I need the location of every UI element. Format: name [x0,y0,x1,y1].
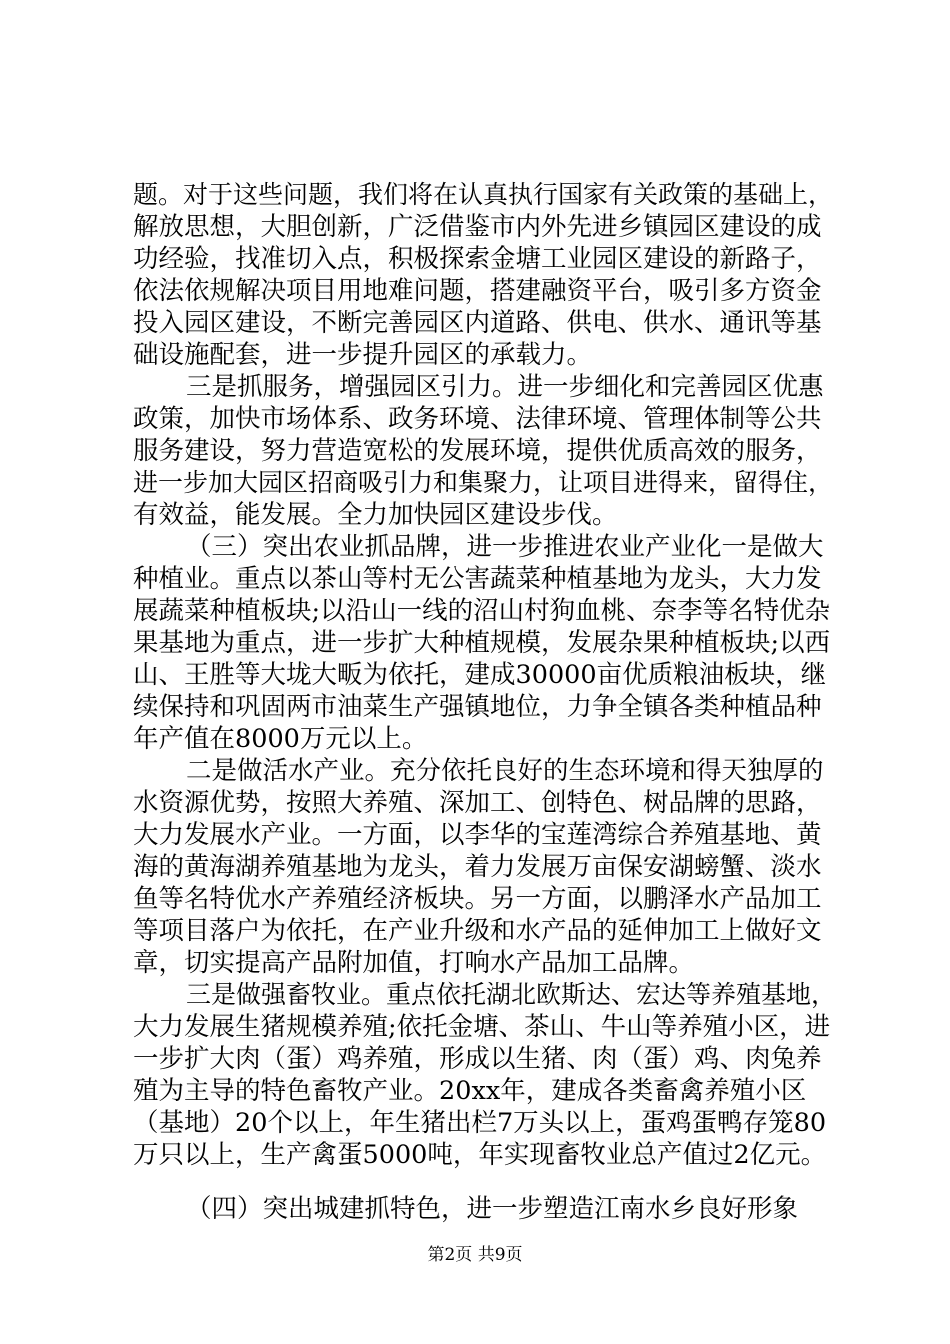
text-line: 题。对于这些问题，我们将在认真执行国家有关政策的基础上， [133,180,834,209]
text-line: 大力发展水产业。一方面，以李华的宝莲湾综合养殖基地、黄 [133,820,822,850]
text-line: 有效益，能发展。全力加快园区建设步伐。 [133,500,618,530]
text-line: 一步扩大肉（蛋）鸡养殖，形成以生猪、肉（蛋）鸡、肉兔养 [133,1044,822,1074]
text-line: （基地）20个以上，年生猪出栏7万头以上，蛋鸡蛋鸭存笼80 [133,1108,827,1138]
text-line: 投入园区建设，不断完善园区内道路、供电、供水、通讯等基 [133,308,822,338]
text-line: 三是抓服务，增强园区引力。进一步细化和完善园区优惠 [186,372,824,402]
text-line: 进一步加大园区招商吸引力和集聚力，让项目进得来，留得住， [133,468,834,497]
text-line: 解放思想，大胆创新，广泛借鉴市内外先进乡镇园区建设的成 [133,212,822,242]
text-line: 二是做活水产业。充分依托良好的生态环境和得天独厚的 [186,756,824,786]
text-line: 殖为主导的特色畜牧产业。20xx年，建成各类畜禽养殖小区 [133,1076,807,1106]
text-line: 年产值在8000万元以上。 [133,724,428,754]
text-line: 等项目落户为依托，在产业升级和水产品的延伸加工上做好文 [133,916,822,946]
text-line: 服务建设，努力营造宽松的发展环境，提供优质高效的服务， [133,436,822,466]
text-line: 续保持和巩固两市油菜生产强镇地位，力争全镇各类种植品种 [133,692,822,722]
text-line: （三）突出农业抓品牌，进一步推进农业产业化一是做大 [186,532,824,562]
text-line: 展蔬菜种植板块;以沿山一线的沼山村狗血桃、奈李等名特优杂 [133,596,831,626]
text-line: 政策，加快市场体系、政务环境、法律环境、管理体制等公共 [133,404,822,434]
section-heading: （四）突出城建抓特色，进一步塑造江南水乡良好形象 [186,1194,799,1224]
text-line: 海的黄海湖养殖基地为龙头，着力发展万亩保安湖螃蟹、淡水 [133,852,822,882]
text-line: 大力发展生猪规模养殖;依托金塘、茶山、牛山等养殖小区，进 [133,1012,831,1042]
text-line: 水资源优势，按照大养殖、深加工、创特色、树品牌的思路， [133,788,822,818]
text-line: 章，切实提高产品附加值，打响水产品加工品牌。 [133,948,695,978]
page-footer: 第2页 共9页 [427,1245,523,1265]
text-line: 万只以上，生产禽蛋5000吨，年实现畜牧业总产值过2亿元。 [133,1140,827,1170]
text-line: 础设施配套，进一步提升园区的承载力。 [133,340,593,370]
text-line: 果基地为重点，进一步扩大种植规模，发展杂果种植板块;以西 [133,628,831,658]
text-line: 山、王胜等大垅大畈为依托，建成30000亩优质粮油板块，继 [133,660,827,690]
text-line: 种植业。重点以茶山等村无公害蔬菜种植基地为龙头，大力发 [133,564,822,594]
text-line: 功经验，找准切入点，积极探索金塘工业园区建设的新路子， [133,244,822,274]
text-line: 依法依规解决项目用地难问题，搭建融资平台，吸引多方资金 [133,276,822,306]
text-line: 鱼等名特优水产养殖经济板块。另一方面，以鹏泽水产品加工 [133,884,822,914]
text-line: 三是做强畜牧业。重点依托湖北欧斯达、宏达等养殖基地， [186,980,837,1009]
